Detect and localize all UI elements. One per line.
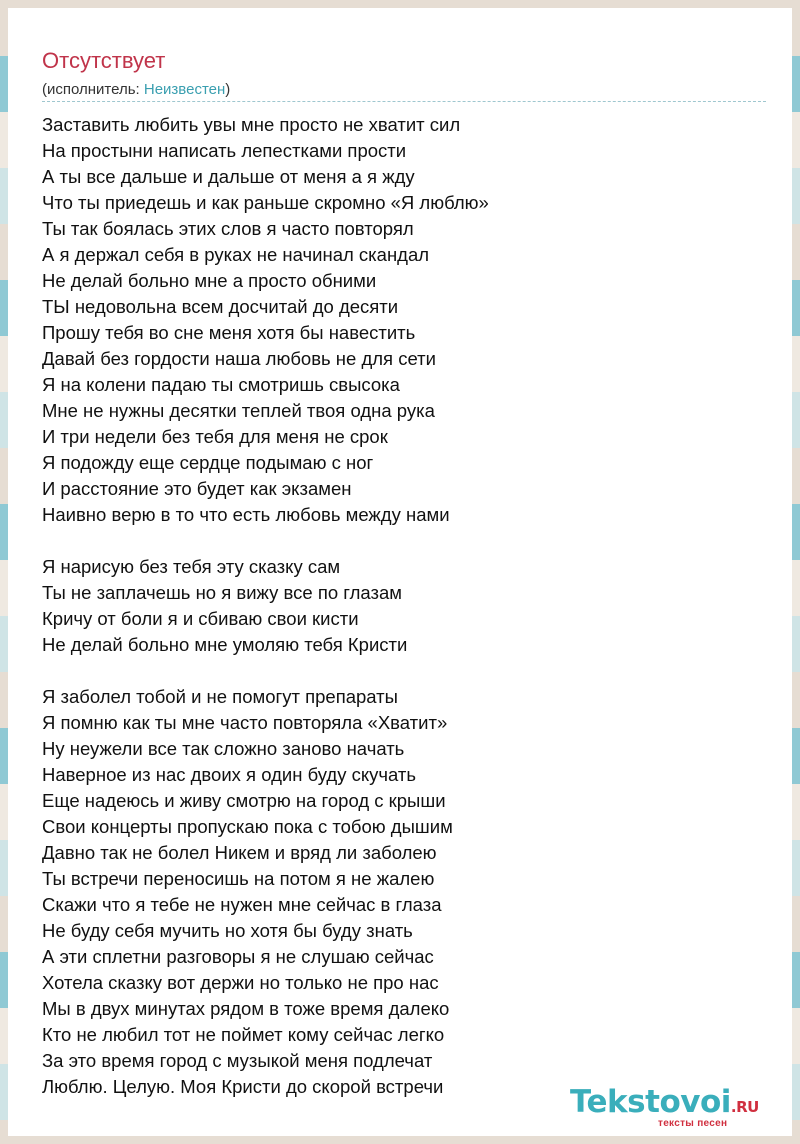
- lyric-line: Давай без гордости наша любовь не для сети: [42, 348, 436, 369]
- lyric-line: Я заболел тобой и не помогут препараты: [42, 686, 398, 707]
- lyric-line: Я подожду еще сердце подымаю с ног: [42, 452, 374, 473]
- lyric-line: И расстояние это будет как экзамен: [42, 478, 352, 499]
- lyric-line: Ну неужели все так сложно заново начать: [42, 738, 405, 759]
- lyric-line: На простыни написать лепестками прости: [42, 140, 407, 161]
- lyric-line: Люблю. Целую. Моя Кристи до скорой встречи: [42, 1076, 444, 1097]
- lyrics-body: [42, 112, 742, 1100]
- lyric-line: Прошу тебя во сне меня хотя бы навестить: [42, 322, 416, 343]
- lyric-line: Давно так не болел Никем и вряд ли заболею: [42, 842, 437, 863]
- dashed-divider: [42, 101, 766, 102]
- artist-prefix: (исполнитель:: [42, 81, 144, 98]
- lyric-line: Хотела сказку вот держи но только не про нас: [42, 972, 439, 993]
- logo-main-text: Tekstovoi: [570, 1084, 731, 1120]
- lyric-line: А эти сплетни разговоры я не слушаю сейчас: [42, 946, 434, 967]
- lyric-line: Кричу от боли я и сбиваю свои кисти: [42, 608, 359, 629]
- verse-2: [42, 554, 742, 658]
- logo-tagline: тексты песен: [658, 1118, 728, 1129]
- lyric-line: И три недели без тебя для меня не срок: [42, 426, 388, 447]
- lyric-line: Наивно верю в то что есть любовь между нами: [42, 504, 450, 525]
- lyric-line: Мне не нужны десятки теплей твоя одна рука: [42, 400, 435, 421]
- lyric-line: Я помню как ты мне часто повторяла «Хватит»: [42, 712, 448, 733]
- logo-tld: .RU: [730, 1098, 759, 1116]
- artist-suffix: ): [225, 81, 231, 98]
- verse-3: [42, 684, 742, 1100]
- lyric-line: Наверное из нас двоих я один буду скучать: [42, 764, 417, 785]
- lyric-line: Заставить любить увы мне просто не хватит сил: [42, 114, 461, 135]
- artist-link[interactable]: Неизвестен: [143, 81, 226, 98]
- lyric-line: ТЫ недовольна всем досчитай до десяти: [42, 296, 399, 317]
- lyric-line: Скажи что я тебе не нужен мне сейчас в глаза: [42, 894, 442, 915]
- lyric-line: Кто не любил тот не поймет кому сейчас легко: [42, 1024, 445, 1045]
- lyric-line: Ты встречи переносишь на потом я не жалею: [42, 868, 435, 889]
- artist-line: [42, 80, 230, 100]
- lyric-line: А я держал себя в руках не начинал скандал: [42, 244, 430, 265]
- lyric-line: А ты все дальше и дальше от меня а я жду: [42, 166, 415, 187]
- lyric-line: За это время город с музыкой меня подлечат: [42, 1050, 433, 1071]
- lyric-line: Ты так боялась этих слов я часто повторял: [42, 218, 414, 239]
- stanza-gap: [42, 658, 742, 684]
- verse-1: [42, 112, 742, 528]
- lyric-line: Еще надеюсь и живу смотрю на город с крыши: [42, 790, 446, 811]
- lyric-line: Не делай больно мне умоляю тебя Кристи: [42, 634, 408, 655]
- lyric-line: Я на колени падаю ты смотришь свысока: [42, 374, 400, 395]
- lyric-line: Не буду себя мучить но хотя бы буду знать: [42, 920, 413, 941]
- lyric-line: Что ты приедешь и как раньше скромно «Я люблю»: [42, 192, 489, 213]
- song-title: Отсутствует: [42, 48, 166, 73]
- lyric-line: Я нарисую без тебя эту сказку сам: [42, 556, 341, 577]
- lyric-line: Не делай больно мне а просто обними: [42, 270, 377, 291]
- lyric-line: Ты не заплачешь но я вижу все по глазам: [42, 582, 402, 603]
- lyric-line: Свои концерты пропускаю пока с тобою дышим: [42, 816, 453, 837]
- stanza-gap: [42, 528, 742, 554]
- lyrics-sheet: [8, 8, 792, 1136]
- lyric-line: Мы в двух минутах рядом в тоже время далеко: [42, 998, 450, 1019]
- tekstovoi-logo[interactable]: [570, 1084, 790, 1140]
